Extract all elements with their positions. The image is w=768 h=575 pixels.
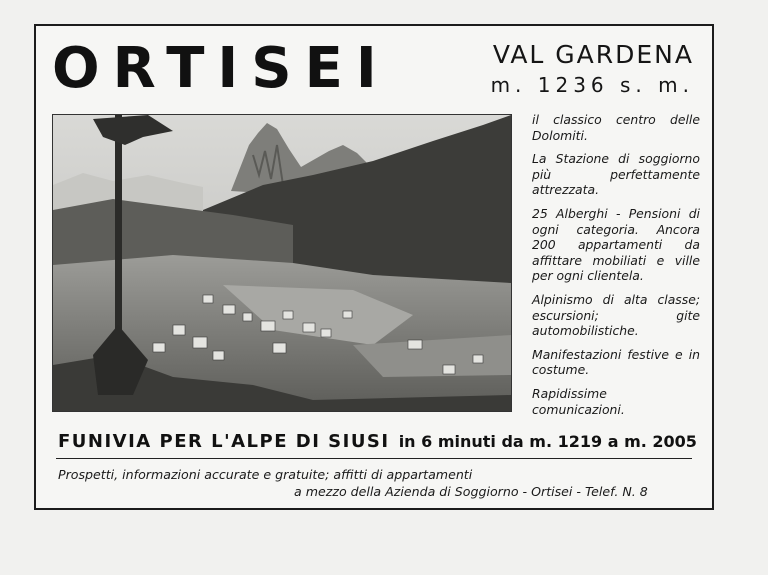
funivia-line bbox=[58, 431, 708, 453]
region-name: VAL GARDENA bbox=[492, 40, 694, 69]
footer-info bbox=[58, 466, 698, 500]
fact-item: il classico centro delle Dolomiti. bbox=[532, 112, 700, 143]
advertisement bbox=[34, 24, 714, 510]
fact-item: Rapidissime comunicazioni. bbox=[532, 385, 625, 417]
photo-illustration bbox=[53, 115, 511, 411]
fact-item: La Stazione di soggiorno più perfettamente attrezzata. bbox=[532, 151, 700, 198]
footer-line-1: Prospetti, informazioni accurate e gratuite; affitti di appartamenti bbox=[58, 467, 473, 482]
fact-item: Alpinismo di alta classe; escursioni; gite automobilistiche. bbox=[532, 291, 700, 339]
funivia-title: FUNIVIA PER L'ALPE DI SIUSI bbox=[58, 431, 390, 452]
facts-list bbox=[532, 112, 700, 425]
altitude: m. 1236 s. m. bbox=[490, 73, 694, 97]
fact-item: Manifestazioni festive e in costume. bbox=[532, 346, 700, 378]
mountain-village-photo bbox=[52, 114, 512, 412]
divider bbox=[56, 458, 692, 459]
ad-title: ORTISEI bbox=[52, 36, 390, 101]
funivia-detail: in 6 minuti da m. 1219 a m. 2005 bbox=[398, 432, 697, 451]
fact-item: 25 Alberghi - Pensioni di ogni categoria. Ancora 200 appartamenti da affittare mobiliati e ville per ogni clientela. bbox=[532, 205, 700, 284]
footer-line-2: a mezzo della Azienda di Soggiorno - Ortisei - Telef. N. 8 bbox=[294, 484, 648, 499]
